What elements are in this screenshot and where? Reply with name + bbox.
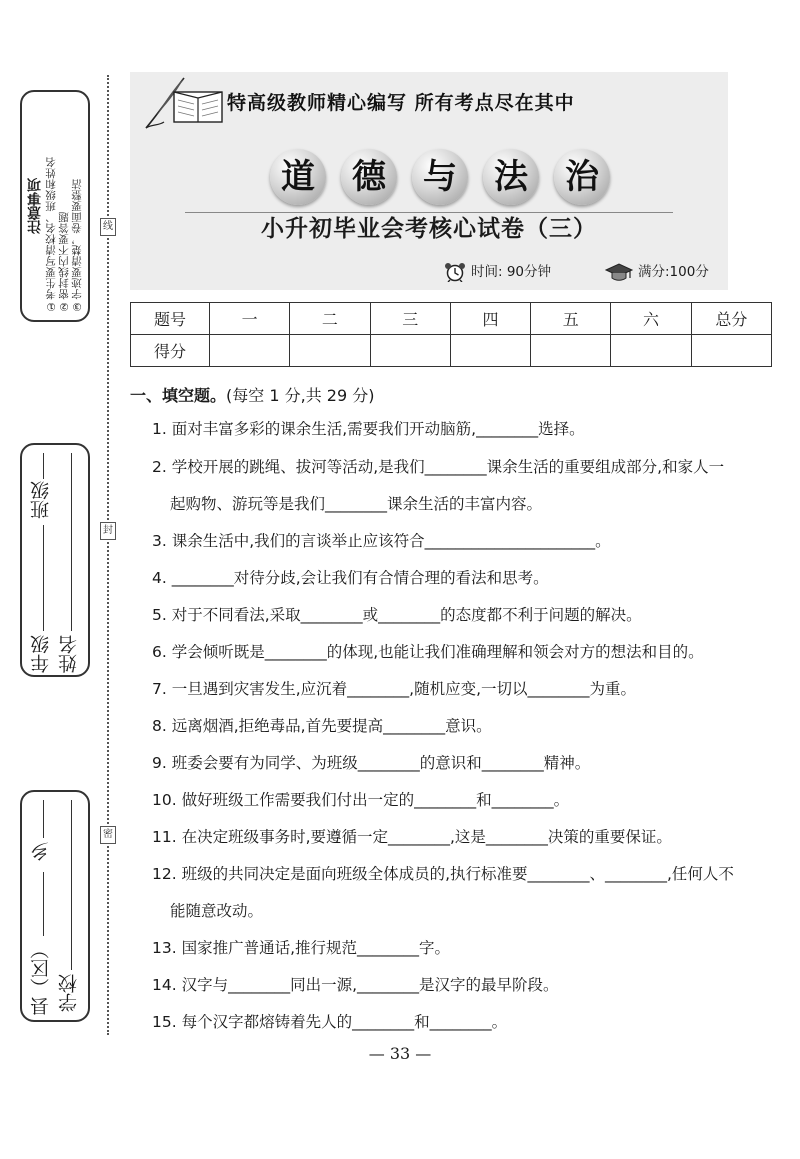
subject-char: 与 bbox=[412, 149, 468, 205]
cut-mark-line: 线 bbox=[100, 218, 116, 236]
cut-mark-seal: 封 bbox=[100, 522, 116, 540]
score-cell[interactable] bbox=[611, 335, 691, 367]
graduation-cap-icon bbox=[604, 262, 634, 282]
notice-item: ②密封线内不要答题 bbox=[58, 211, 70, 312]
page-number: — 33 — bbox=[368, 1044, 432, 1063]
column-header: 五 bbox=[531, 303, 611, 335]
exam-title: 小升初毕业会考核心试卷（三） bbox=[261, 216, 597, 242]
exam-time-text: 时间: 90分钟 bbox=[471, 264, 552, 280]
score-cell[interactable] bbox=[290, 335, 370, 367]
exam-time bbox=[443, 260, 551, 282]
section-heading bbox=[130, 383, 374, 406]
question-15: 15. 每个汉字都熔铸着先人的________和________。 bbox=[152, 1013, 508, 1031]
score-cell[interactable] bbox=[450, 335, 530, 367]
question-12: 12. 班级的共同决定是面向班级全体成员的,执行标准要________、________,任何人不 bbox=[152, 865, 734, 883]
section-note: (每空 1 分,共 29 分) bbox=[226, 386, 375, 405]
score-cell[interactable] bbox=[691, 335, 771, 367]
row-header: 题号 bbox=[131, 303, 210, 335]
column-header: 三 bbox=[370, 303, 450, 335]
section-title: 一、填空题。 bbox=[130, 386, 227, 405]
subject-title bbox=[270, 149, 610, 209]
score-cell[interactable] bbox=[531, 335, 611, 367]
township-field[interactable] bbox=[43, 800, 44, 838]
notice-box bbox=[20, 90, 90, 322]
school-label: 学校 bbox=[58, 974, 80, 1012]
question-5: 5. 对于不同看法,采取________或________的态度都不利于问题的解决。 bbox=[152, 606, 642, 624]
full-score-text: 满分:100分 bbox=[638, 264, 709, 280]
school-field[interactable] bbox=[71, 800, 72, 970]
exam-header bbox=[130, 72, 728, 290]
header-slogan: 特高级教师精心编写 所有考点尽在其中 bbox=[227, 92, 575, 114]
books-quill-icon bbox=[144, 74, 226, 130]
subject-char: 治 bbox=[554, 149, 610, 205]
subject-char: 德 bbox=[341, 149, 397, 205]
cut-mark-secret: 密 bbox=[100, 826, 116, 844]
table-row bbox=[131, 335, 772, 367]
score-cell[interactable] bbox=[370, 335, 450, 367]
notice-item: ①考生要写清校名、班级和姓名 bbox=[45, 156, 57, 312]
question-2-continued: 起购物、游玩等是我们________课余生活的丰富内容。 bbox=[170, 495, 543, 513]
notice-title: 注意事项 bbox=[27, 178, 43, 234]
question-6: 6. 学会倾听既是________的体现,也能让我们准确理解和领会对方的想法和目的。 bbox=[152, 643, 704, 661]
column-header: 一 bbox=[210, 303, 290, 335]
question-9: 9. 班委会要有为同学、为班级________的意识和________精神。 bbox=[152, 754, 591, 772]
subject-char: 道 bbox=[270, 149, 326, 205]
grade-label: 年级 bbox=[30, 635, 52, 673]
table-row bbox=[131, 303, 772, 335]
county-label: 县（区） bbox=[30, 940, 52, 1016]
full-score bbox=[604, 260, 709, 282]
row-header: 得分 bbox=[131, 335, 210, 367]
township-label: 乡 bbox=[30, 842, 52, 861]
class-field[interactable] bbox=[43, 453, 44, 479]
class-label: 班级 bbox=[30, 481, 52, 519]
question-7: 7. 一旦遇到灾害发生,应沉着________,随机应变,一切以________为重。 bbox=[152, 680, 636, 698]
question-1: 1. 面对丰富多彩的课余生活,需要我们开动脑筋,________选择。 bbox=[152, 420, 585, 438]
question-13: 13. 国家推广普通话,推行规范________字。 bbox=[152, 939, 451, 957]
score-table bbox=[130, 302, 772, 367]
question-2: 2. 学校开展的跳绳、拔河等活动,是我们________课余生活的重要组成部分,和家人一 bbox=[152, 458, 725, 476]
question-12-continued: 能随意改动。 bbox=[170, 902, 264, 920]
question-3: 3. 课余生活中,我们的言谈举止应该符合______________________。 bbox=[152, 532, 611, 550]
notice-item: ③字迹要清楚，卷面要整洁 bbox=[71, 178, 83, 312]
name-field[interactable] bbox=[71, 453, 72, 631]
question-14: 14. 汉字与________同出一源,________是汉字的最早阶段。 bbox=[152, 976, 559, 994]
name-label: 姓名 bbox=[58, 635, 80, 673]
column-header: 四 bbox=[450, 303, 530, 335]
county-school-box bbox=[20, 790, 90, 1022]
column-header: 六 bbox=[611, 303, 691, 335]
question-10: 10. 做好班级工作需要我们付出一定的________和________。 bbox=[152, 791, 570, 809]
county-field[interactable] bbox=[43, 872, 44, 936]
question-8: 8. 远离烟酒,拒绝毒品,首先要提高________意识。 bbox=[152, 717, 492, 735]
question-4: 4. ________对待分歧,会让我们有合情合理的看法和思考。 bbox=[152, 569, 549, 587]
grade-field[interactable] bbox=[43, 525, 44, 631]
column-header: 二 bbox=[290, 303, 370, 335]
subject-char: 法 bbox=[483, 149, 539, 205]
question-11: 11. 在决定班级事务时,要遵循一定________,这是________决策的重要保证。 bbox=[152, 828, 672, 846]
column-header: 总分 bbox=[691, 303, 771, 335]
score-cell[interactable] bbox=[210, 335, 290, 367]
alarm-clock-icon bbox=[443, 262, 467, 282]
grade-class-box bbox=[20, 443, 90, 677]
